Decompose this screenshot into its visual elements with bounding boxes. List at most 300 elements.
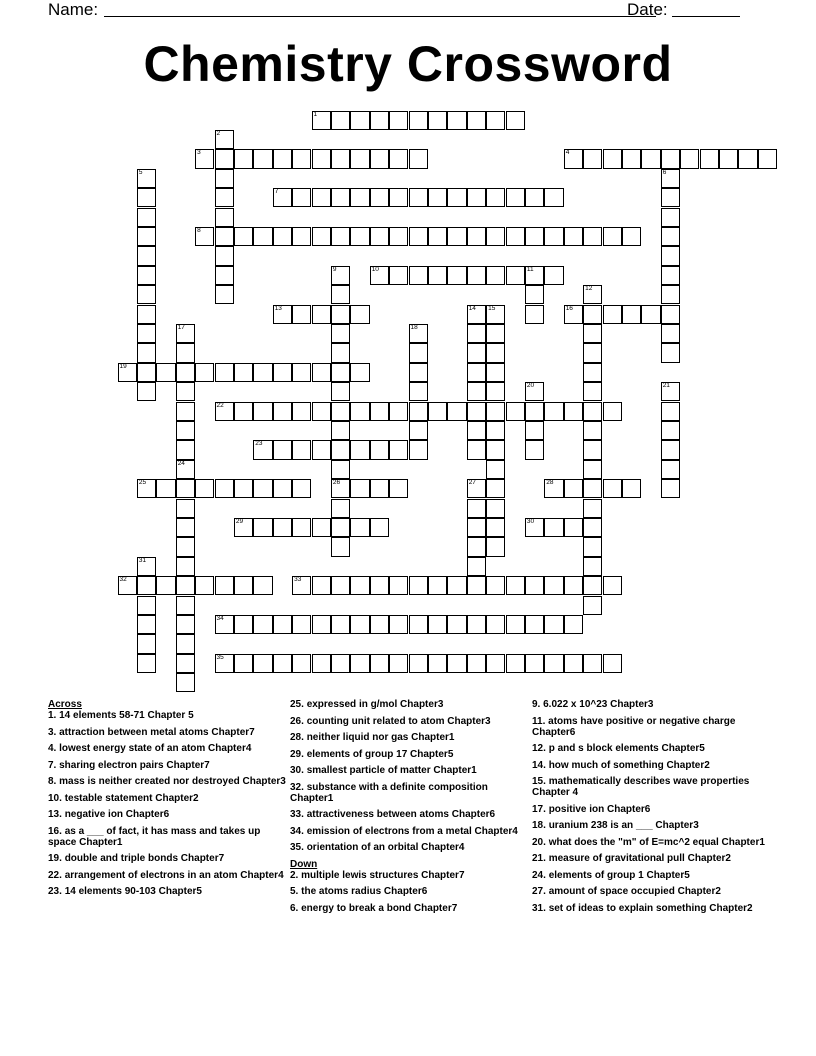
crossword-cell[interactable] — [583, 654, 602, 673]
crossword-cell[interactable] — [215, 208, 234, 227]
crossword-cell[interactable] — [700, 149, 719, 168]
crossword-cell[interactable] — [350, 227, 369, 246]
crossword-cell[interactable] — [506, 111, 525, 130]
crossword-cell[interactable] — [506, 266, 525, 285]
crossword-cell[interactable] — [370, 149, 389, 168]
crossword-cell[interactable] — [389, 615, 408, 634]
crossword-cell[interactable] — [331, 149, 350, 168]
crossword-cell[interactable] — [253, 149, 272, 168]
crossword-cell[interactable] — [467, 499, 486, 518]
crossword-cell[interactable] — [525, 654, 544, 673]
crossword-cell[interactable] — [331, 188, 350, 207]
crossword-cell[interactable] — [389, 188, 408, 207]
crossword-cell[interactable] — [525, 518, 544, 537]
crossword-cell[interactable] — [273, 654, 292, 673]
crossword-cell[interactable] — [486, 499, 505, 518]
crossword-cell[interactable] — [331, 111, 350, 130]
crossword-cell[interactable] — [389, 402, 408, 421]
crossword-cell[interactable] — [583, 305, 602, 324]
crossword-cell[interactable] — [486, 402, 505, 421]
crossword-cell[interactable] — [273, 363, 292, 382]
crossword-cell[interactable] — [583, 576, 602, 595]
crossword-cell[interactable] — [370, 518, 389, 537]
crossword-cell[interactable] — [467, 188, 486, 207]
crossword-cell[interactable] — [195, 479, 214, 498]
crossword-cell[interactable] — [467, 518, 486, 537]
crossword-cell[interactable] — [331, 227, 350, 246]
crossword-cell[interactable] — [409, 324, 428, 343]
crossword-cell[interactable] — [273, 188, 292, 207]
crossword-cell[interactable] — [137, 188, 156, 207]
crossword-cell[interactable] — [331, 421, 350, 440]
crossword-cell[interactable] — [583, 382, 602, 401]
crossword-cell[interactable] — [428, 111, 447, 130]
crossword-cell[interactable] — [428, 188, 447, 207]
crossword-cell[interactable] — [195, 149, 214, 168]
crossword-cell[interactable] — [176, 421, 195, 440]
crossword-cell[interactable] — [350, 363, 369, 382]
crossword-cell[interactable] — [564, 479, 583, 498]
crossword-cell[interactable] — [350, 402, 369, 421]
crossword-cell[interactable] — [447, 266, 466, 285]
crossword-cell[interactable] — [370, 654, 389, 673]
crossword-cell[interactable] — [467, 343, 486, 362]
crossword-cell[interactable] — [758, 149, 777, 168]
crossword-cell[interactable] — [506, 615, 525, 634]
crossword-cell[interactable] — [370, 188, 389, 207]
crossword-cell[interactable] — [312, 305, 331, 324]
crossword-cell[interactable] — [564, 518, 583, 537]
crossword-cell[interactable] — [350, 518, 369, 537]
crossword-cell[interactable] — [137, 654, 156, 673]
crossword-cell[interactable] — [447, 654, 466, 673]
crossword-cell[interactable] — [409, 382, 428, 401]
crossword-cell[interactable] — [215, 169, 234, 188]
crossword-cell[interactable] — [389, 440, 408, 459]
crossword-cell[interactable] — [176, 615, 195, 634]
crossword-cell[interactable] — [486, 479, 505, 498]
crossword-cell[interactable] — [603, 576, 622, 595]
crossword-cell[interactable] — [273, 149, 292, 168]
crossword-cell[interactable] — [234, 615, 253, 634]
crossword-cell[interactable] — [176, 324, 195, 343]
crossword-cell[interactable] — [331, 440, 350, 459]
crossword-cell[interactable] — [195, 227, 214, 246]
crossword-cell[interactable] — [137, 169, 156, 188]
crossword-cell[interactable] — [486, 227, 505, 246]
crossword-cell[interactable] — [564, 615, 583, 634]
crossword-cell[interactable] — [195, 576, 214, 595]
crossword-cell[interactable] — [564, 149, 583, 168]
crossword-cell[interactable] — [215, 227, 234, 246]
crossword-cell[interactable] — [331, 654, 350, 673]
crossword-cell[interactable] — [273, 440, 292, 459]
crossword-cell[interactable] — [506, 576, 525, 595]
crossword-cell[interactable] — [389, 576, 408, 595]
crossword-cell[interactable] — [312, 576, 331, 595]
crossword-cell[interactable] — [292, 518, 311, 537]
crossword-cell[interactable] — [253, 576, 272, 595]
crossword-cell[interactable] — [661, 440, 680, 459]
crossword-cell[interactable] — [661, 246, 680, 265]
crossword-cell[interactable] — [544, 402, 563, 421]
crossword-cell[interactable] — [661, 479, 680, 498]
crossword-cell[interactable] — [583, 227, 602, 246]
crossword-cell[interactable] — [273, 305, 292, 324]
crossword-cell[interactable] — [137, 576, 156, 595]
crossword-cell[interactable] — [331, 576, 350, 595]
crossword-cell[interactable] — [525, 440, 544, 459]
crossword-cell[interactable] — [603, 654, 622, 673]
crossword-cell[interactable] — [389, 149, 408, 168]
crossword-cell[interactable] — [292, 227, 311, 246]
crossword-cell[interactable] — [486, 111, 505, 130]
crossword-cell[interactable] — [370, 479, 389, 498]
crossword-cell[interactable] — [506, 227, 525, 246]
crossword-cell[interactable] — [234, 227, 253, 246]
crossword-cell[interactable] — [467, 479, 486, 498]
crossword-cell[interactable] — [525, 227, 544, 246]
crossword-cell[interactable] — [292, 576, 311, 595]
crossword-cell[interactable] — [525, 382, 544, 401]
crossword-cell[interactable] — [525, 188, 544, 207]
crossword-cell[interactable] — [331, 382, 350, 401]
crossword-cell[interactable] — [370, 266, 389, 285]
crossword-cell[interactable] — [253, 654, 272, 673]
crossword-cell[interactable] — [195, 363, 214, 382]
crossword-cell[interactable] — [253, 402, 272, 421]
crossword-cell[interactable] — [486, 266, 505, 285]
crossword-cell[interactable] — [350, 479, 369, 498]
crossword-cell[interactable] — [215, 285, 234, 304]
crossword-cell[interactable] — [544, 479, 563, 498]
crossword-cell[interactable] — [486, 576, 505, 595]
crossword-cell[interactable] — [467, 363, 486, 382]
crossword-cell[interactable] — [331, 615, 350, 634]
crossword-cell[interactable] — [467, 382, 486, 401]
crossword-cell[interactable] — [312, 188, 331, 207]
crossword-cell[interactable] — [292, 440, 311, 459]
crossword-cell[interactable] — [544, 518, 563, 537]
crossword-cell[interactable] — [176, 537, 195, 556]
crossword-cell[interactable] — [661, 188, 680, 207]
crossword-cell[interactable] — [253, 479, 272, 498]
crossword-cell[interactable] — [350, 111, 369, 130]
crossword-cell[interactable] — [176, 402, 195, 421]
crossword-cell[interactable] — [661, 285, 680, 304]
crossword-cell[interactable] — [350, 576, 369, 595]
crossword-cell[interactable] — [118, 363, 137, 382]
crossword-cell[interactable] — [661, 460, 680, 479]
crossword-cell[interactable] — [486, 343, 505, 362]
crossword-cell[interactable] — [331, 363, 350, 382]
crossword-cell[interactable] — [583, 324, 602, 343]
crossword-cell[interactable] — [583, 460, 602, 479]
crossword-cell[interactable] — [486, 188, 505, 207]
crossword-cell[interactable] — [467, 305, 486, 324]
crossword-cell[interactable] — [409, 343, 428, 362]
crossword-cell[interactable] — [506, 188, 525, 207]
crossword-cell[interactable] — [583, 402, 602, 421]
crossword-cell[interactable] — [137, 285, 156, 304]
crossword-cell[interactable] — [641, 305, 660, 324]
crossword-cell[interactable] — [331, 285, 350, 304]
crossword-cell[interactable] — [176, 596, 195, 615]
crossword-cell[interactable] — [234, 654, 253, 673]
crossword-cell[interactable] — [506, 654, 525, 673]
crossword-cell[interactable] — [467, 440, 486, 459]
crossword-cell[interactable] — [137, 479, 156, 498]
crossword-cell[interactable] — [409, 654, 428, 673]
crossword-cell[interactable] — [176, 634, 195, 653]
crossword-cell[interactable] — [215, 479, 234, 498]
crossword-cell[interactable] — [292, 305, 311, 324]
crossword-cell[interactable] — [447, 227, 466, 246]
crossword-cell[interactable] — [253, 518, 272, 537]
crossword-cell[interactable] — [661, 421, 680, 440]
crossword-cell[interactable] — [215, 266, 234, 285]
crossword-cell[interactable] — [331, 518, 350, 537]
crossword-cell[interactable] — [312, 518, 331, 537]
crossword-cell[interactable] — [389, 654, 408, 673]
crossword-cell[interactable] — [292, 188, 311, 207]
crossword-cell[interactable] — [292, 654, 311, 673]
crossword-cell[interactable] — [350, 440, 369, 459]
crossword-cell[interactable] — [486, 305, 505, 324]
crossword-cell[interactable] — [370, 615, 389, 634]
crossword-cell[interactable] — [350, 654, 369, 673]
crossword-cell[interactable] — [312, 440, 331, 459]
crossword-cell[interactable] — [447, 111, 466, 130]
crossword-cell[interactable] — [467, 266, 486, 285]
crossword-cell[interactable] — [176, 440, 195, 459]
crossword-cell[interactable] — [215, 402, 234, 421]
crossword-cell[interactable] — [273, 479, 292, 498]
crossword-cell[interactable] — [583, 537, 602, 556]
crossword-cell[interactable] — [486, 615, 505, 634]
crossword-cell[interactable] — [428, 654, 447, 673]
crossword-cell[interactable] — [215, 130, 234, 149]
crossword-cell[interactable] — [583, 596, 602, 615]
crossword-cell[interactable] — [215, 188, 234, 207]
crossword-cell[interactable] — [389, 227, 408, 246]
crossword-cell[interactable] — [389, 266, 408, 285]
crossword-cell[interactable] — [661, 324, 680, 343]
crossword-cell[interactable] — [234, 576, 253, 595]
crossword-cell[interactable] — [389, 111, 408, 130]
crossword-cell[interactable] — [176, 363, 195, 382]
crossword-cell[interactable] — [312, 402, 331, 421]
crossword-cell[interactable] — [350, 149, 369, 168]
crossword-cell[interactable] — [428, 615, 447, 634]
crossword-cell[interactable] — [467, 654, 486, 673]
crossword-cell[interactable] — [603, 149, 622, 168]
crossword-cell[interactable] — [583, 363, 602, 382]
crossword-cell[interactable] — [428, 227, 447, 246]
crossword-cell[interactable] — [486, 363, 505, 382]
crossword-cell[interactable] — [409, 576, 428, 595]
crossword-cell[interactable] — [292, 615, 311, 634]
crossword-cell[interactable] — [234, 518, 253, 537]
crossword-cell[interactable] — [156, 479, 175, 498]
crossword-cell[interactable] — [370, 576, 389, 595]
crossword-cell[interactable] — [215, 654, 234, 673]
crossword-cell[interactable] — [447, 402, 466, 421]
crossword-cell[interactable] — [544, 266, 563, 285]
crossword-cell[interactable] — [253, 440, 272, 459]
crossword-cell[interactable] — [525, 285, 544, 304]
crossword-cell[interactable] — [622, 149, 641, 168]
crossword-cell[interactable] — [661, 149, 680, 168]
crossword-cell[interactable] — [234, 363, 253, 382]
crossword-cell[interactable] — [118, 576, 137, 595]
crossword-cell[interactable] — [661, 305, 680, 324]
crossword-cell[interactable] — [564, 402, 583, 421]
crossword-cell[interactable] — [622, 227, 641, 246]
crossword-cell[interactable] — [486, 518, 505, 537]
crossword-cell[interactable] — [370, 227, 389, 246]
crossword-cell[interactable] — [312, 227, 331, 246]
crossword-cell[interactable] — [331, 499, 350, 518]
crossword-cell[interactable] — [409, 421, 428, 440]
crossword-cell[interactable] — [544, 615, 563, 634]
crossword-cell[interactable] — [350, 188, 369, 207]
crossword-cell[interactable] — [486, 421, 505, 440]
crossword-cell[interactable] — [389, 479, 408, 498]
crossword-cell[interactable] — [137, 266, 156, 285]
crossword-cell[interactable] — [661, 343, 680, 362]
crossword-cell[interactable] — [467, 557, 486, 576]
crossword-cell[interactable] — [525, 305, 544, 324]
crossword-cell[interactable] — [312, 615, 331, 634]
crossword-cell[interactable] — [156, 576, 175, 595]
crossword-cell[interactable] — [137, 382, 156, 401]
crossword-cell[interactable] — [583, 343, 602, 362]
crossword-cell[interactable] — [603, 227, 622, 246]
crossword-cell[interactable] — [603, 479, 622, 498]
crossword-cell[interactable] — [292, 363, 311, 382]
crossword-cell[interactable] — [544, 188, 563, 207]
crossword-cell[interactable] — [215, 246, 234, 265]
crossword-cell[interactable] — [564, 576, 583, 595]
crossword-cell[interactable] — [622, 305, 641, 324]
crossword-cell[interactable] — [234, 149, 253, 168]
crossword-cell[interactable] — [564, 227, 583, 246]
crossword-cell[interactable] — [486, 537, 505, 556]
crossword-cell[interactable] — [273, 227, 292, 246]
crossword-cell[interactable] — [467, 111, 486, 130]
crossword-cell[interactable] — [137, 227, 156, 246]
crossword-cell[interactable] — [312, 149, 331, 168]
crossword-cell[interactable] — [583, 149, 602, 168]
crossword-cell[interactable] — [137, 246, 156, 265]
crossword-cell[interactable] — [273, 518, 292, 537]
crossword-cell[interactable] — [525, 266, 544, 285]
crossword-cell[interactable] — [544, 576, 563, 595]
crossword-cell[interactable] — [292, 149, 311, 168]
crossword-cell[interactable] — [486, 382, 505, 401]
crossword-cell[interactable] — [370, 111, 389, 130]
crossword-cell[interactable] — [331, 343, 350, 362]
crossword-cell[interactable] — [331, 460, 350, 479]
crossword-cell[interactable] — [661, 266, 680, 285]
crossword-cell[interactable] — [467, 227, 486, 246]
crossword-cell[interactable] — [409, 615, 428, 634]
crossword-cell[interactable] — [447, 576, 466, 595]
crossword-cell[interactable] — [661, 382, 680, 401]
crossword-cell[interactable] — [467, 615, 486, 634]
crossword-cell[interactable] — [564, 654, 583, 673]
crossword-cell[interactable] — [176, 557, 195, 576]
crossword-cell[interactable] — [486, 460, 505, 479]
crossword-cell[interactable] — [215, 149, 234, 168]
crossword-cell[interactable] — [409, 111, 428, 130]
crossword-cell[interactable] — [467, 324, 486, 343]
crossword-cell[interactable] — [409, 149, 428, 168]
crossword-cell[interactable] — [176, 460, 195, 479]
crossword-cell[interactable] — [137, 208, 156, 227]
crossword-cell[interactable] — [215, 576, 234, 595]
crossword-cell[interactable] — [156, 363, 175, 382]
crossword-cell[interactable] — [583, 557, 602, 576]
crossword-cell[interactable] — [641, 149, 660, 168]
crossword-cell[interactable] — [331, 479, 350, 498]
crossword-cell[interactable] — [176, 499, 195, 518]
crossword-cell[interactable] — [215, 615, 234, 634]
crossword-cell[interactable] — [234, 402, 253, 421]
crossword-cell[interactable] — [273, 615, 292, 634]
crossword-cell[interactable] — [409, 402, 428, 421]
crossword-cell[interactable] — [137, 363, 156, 382]
crossword-cell[interactable] — [544, 654, 563, 673]
crossword-cell[interactable] — [583, 440, 602, 459]
crossword-cell[interactable] — [331, 537, 350, 556]
crossword-cell[interactable] — [680, 149, 699, 168]
crossword-cell[interactable] — [583, 518, 602, 537]
crossword-cell[interactable] — [137, 596, 156, 615]
crossword-cell[interactable] — [428, 266, 447, 285]
crossword-cell[interactable] — [409, 266, 428, 285]
crossword-cell[interactable] — [176, 673, 195, 692]
crossword-cell[interactable] — [525, 421, 544, 440]
crossword-cell[interactable] — [331, 324, 350, 343]
crossword-cell[interactable] — [622, 479, 641, 498]
crossword-cell[interactable] — [292, 402, 311, 421]
crossword-cell[interactable] — [176, 479, 195, 498]
crossword-cell[interactable] — [583, 421, 602, 440]
crossword-cell[interactable] — [428, 402, 447, 421]
crossword-cell[interactable] — [331, 402, 350, 421]
crossword-cell[interactable] — [409, 188, 428, 207]
crossword-cell[interactable] — [525, 615, 544, 634]
crossword-cell[interactable] — [253, 227, 272, 246]
crossword-cell[interactable] — [312, 654, 331, 673]
crossword-cell[interactable] — [215, 363, 234, 382]
crossword-cell[interactable] — [428, 576, 447, 595]
crossword-cell[interactable] — [486, 654, 505, 673]
crossword-cell[interactable] — [409, 363, 428, 382]
crossword-cell[interactable] — [661, 227, 680, 246]
crossword-cell[interactable] — [738, 149, 757, 168]
crossword-cell[interactable] — [661, 402, 680, 421]
crossword-cell[interactable] — [409, 440, 428, 459]
crossword-cell[interactable] — [234, 479, 253, 498]
crossword-cell[interactable] — [467, 421, 486, 440]
crossword-cell[interactable] — [486, 440, 505, 459]
crossword-cell[interactable] — [350, 305, 369, 324]
crossword-cell[interactable] — [525, 576, 544, 595]
crossword-cell[interactable] — [409, 227, 428, 246]
